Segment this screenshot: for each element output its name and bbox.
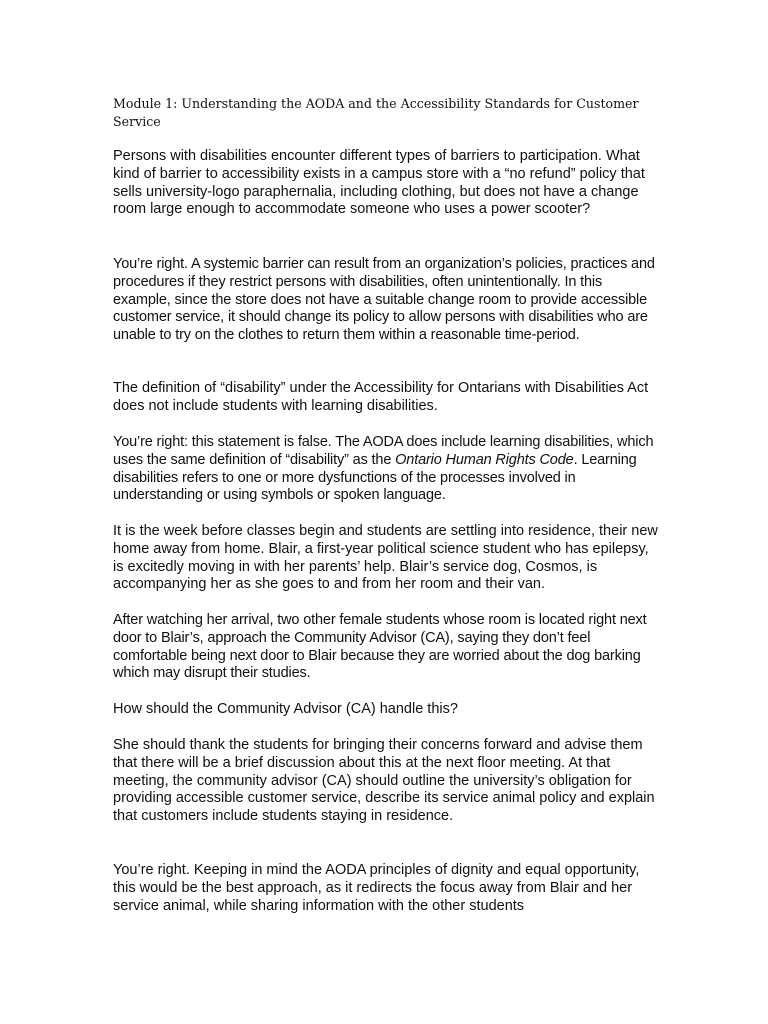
answer-learning-disabilities	[113, 434, 661, 505]
ontario-human-rights-code: Ontario Human Rights Code	[395, 451, 574, 468]
answer-systemic-barrier: You’re right. A systemic barrier can result from an organization’s policies, practices and procedures if they restrict persons with disabilities, often unintentionally. In this example, since the store does not have a suitable change room to provide accessible customer service, it should change its policy to allow persons with disabilities who are unable to try on the clothes to return them within a reasonable time-period.	[113, 256, 655, 344]
scenario-students-concern: After watching her arrival, two other female students whose room is located right next door to Blair’s, approach the Community Advisor (CA), saying they don’t feel comfortable being next door to Blair because they are worried about the dog barking which may disrupt their studies.	[113, 612, 647, 682]
question-ca-handling: How should the Community Advisor (CA) handle this?	[113, 701, 458, 717]
question-barrier-type: Persons with disabilities encounter different types of barriers to participation. What kind of barrier to accessibility exists in a campus store with a “no refund” policy that sells university-logo paraphernalia, including clothing, but does not have a change room large enough to accommodate someone who uses a power scooter?	[113, 148, 645, 218]
answer-dignity-equal-opportunity: You’re right. Keeping in mind the AODA principles of dignity and equal opportunity, this would be the best approach, as it redirects the focus away from Blair and her service animal, while sharing information with the other students	[113, 862, 640, 914]
answer-text-start: You’re right: this statement is false. The AODA does include learning disabilities, which uses the same definition of “disability” as the	[113, 434, 654, 468]
answer-ca-approach: She should thank the students for bringing their concerns forward and advise them that there will be a brief discussion about this at the next floor meeting. At that meeting, the community advisor (CA) should outline the university’s obligation for providing accessible customer service, describe its service animal policy and explain that customers include students staying in residence.	[113, 737, 655, 825]
question-disability-definition: The definition of “disability” under the Accessibility for Ontarians with Disabilities Act does not include students with learning disabilities.	[113, 380, 649, 414]
answer-text-end: . Learning disabilities refers to one or more dysfunctions of the processes involved in understanding or using symbols or spoken language.	[113, 451, 637, 504]
module-title: Module 1: Understanding the AODA and the Accessibility Standards for Customer Service	[113, 96, 639, 129]
scenario-blair-arrival: It is the week before classes begin and students are settling into residence, their new home away from home. Blair, a first-year political science student who has epilepsy, is excitedly moving in with her parents’ help. Blair’s service dog, Cosmos, is accompanying her as she goes to and from her room and their van.	[113, 523, 658, 593]
